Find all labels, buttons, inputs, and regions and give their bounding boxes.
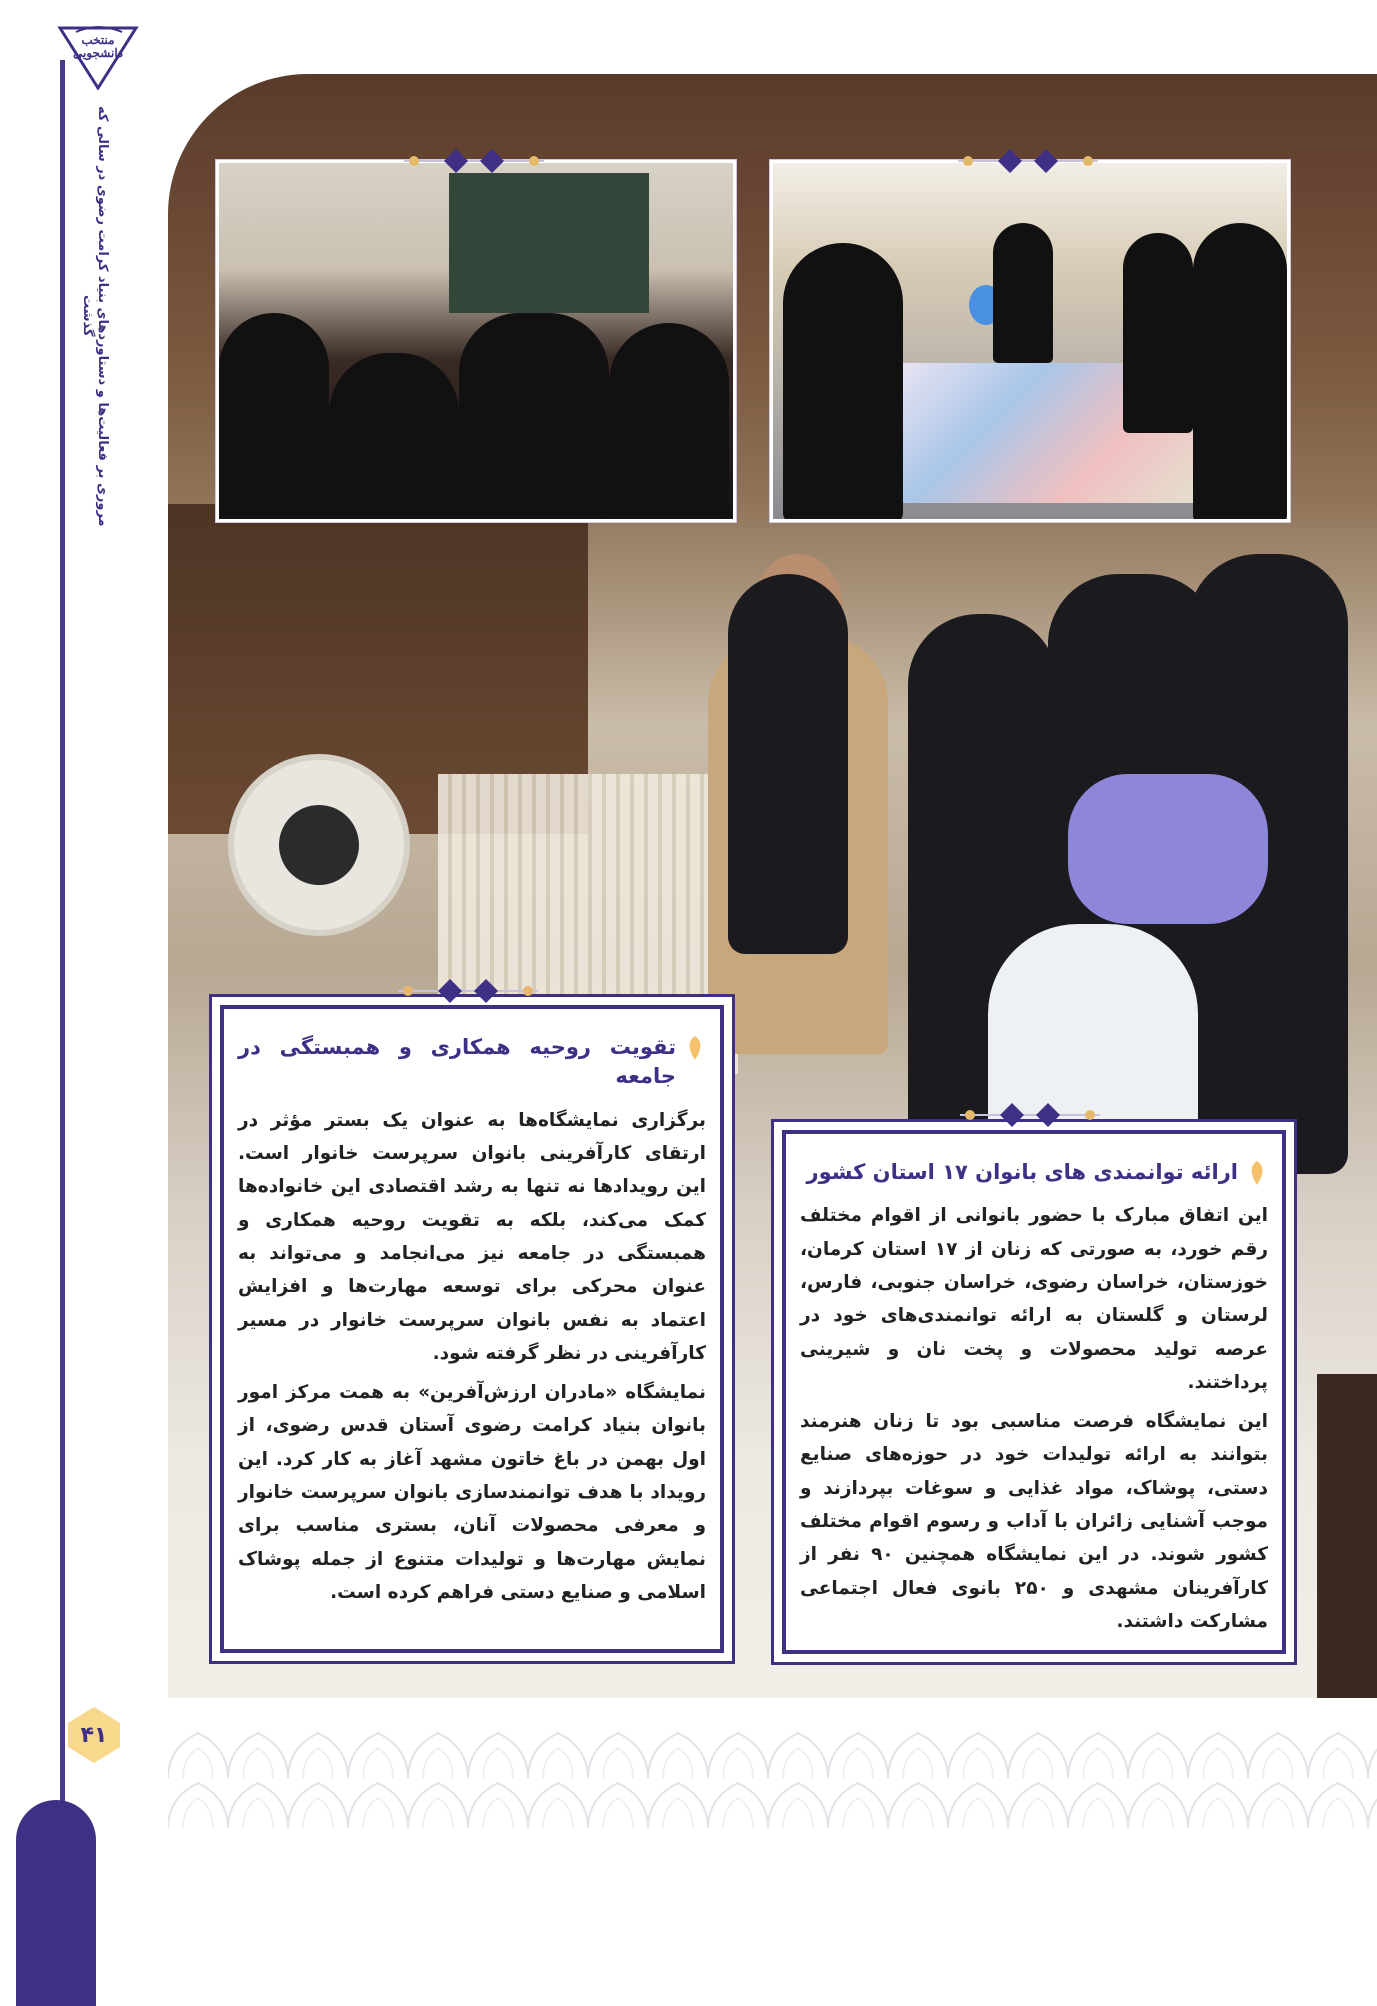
article-title [238, 1033, 706, 1092]
visitor-figure [1193, 223, 1287, 522]
article-paragraph: این نمایشگاه فرصت مناسبی بود تا زنان هنرمند بتوانند به ارائه تولیدات خود در حوزه‌های صنایع دستی، پوشاک، مواد غذایی و سوغات بپردازند و موجب آشنایی زائران با آداب و رسوم اقوام مختلف کشور شوند. در این نمایشگاه همچنین ۹۰ نفر از کارآفرینان مشهدی و ۲۵۰ بانوی فعال اجتماعی مشارکت داشتند. [800, 1411, 1268, 1632]
article-body [238, 1104, 706, 1609]
visitor-figure [219, 313, 329, 522]
visitor-figure [609, 323, 729, 522]
title-bullet-icon [684, 1035, 706, 1061]
cabinet [1317, 1374, 1377, 1698]
article-paragraph: برگزاری نمایشگاه‌ها به عنوان یک بستر مؤثر در ارتقای کارآفرینی بانوان سرپرست خانوار است. این رویدادها نه تنها به رشد اقتصادی این خانواده‌ها کمک می‌کند، بلکه به تقویت روحیه همکاری و همبستگی در جامعه نیز می‌انجامد و می‌تواند به عنوان محرکی برای توسعه مهارت‌ها و افزایش اعتماد به نفس بانوان سرپرست خانوار در مسیر کارآفرینی در نظر گرفته شود. [238, 1109, 706, 1364]
article-box-provinces [782, 1130, 1286, 1654]
article-title [800, 1158, 1268, 1187]
visitor-figure [728, 574, 848, 954]
logo-text: منتخب دانشجویی [72, 33, 123, 61]
article-body [800, 1199, 1268, 1638]
wall-screen [449, 173, 649, 313]
article-title-text: تقویت روحیه همکاری و همبستگی در جامعه [238, 1035, 676, 1089]
baby-figure [1068, 774, 1268, 924]
title-bullet-icon [1246, 1160, 1268, 1186]
ornament-divider [398, 976, 538, 1006]
macrame-hoop [228, 754, 410, 936]
decorative-pattern-band [168, 1728, 1377, 1828]
ornament-divider [404, 146, 544, 176]
visitor-figure [993, 223, 1053, 363]
sidebar-band [16, 1800, 96, 2006]
ornament-divider [960, 1100, 1100, 1130]
page-number: ۴۱ [80, 1722, 108, 1748]
visitor-figure [329, 353, 459, 522]
vertical-caption: مروری بر فعالیت‌ها و دستاوردهای بنیاد کرامت رضوی در سالی که گذشت [80, 105, 110, 527]
ornament-divider [958, 146, 1098, 176]
page-number-badge [64, 1705, 124, 1765]
article-paragraph: این اتفاق مبارک با حضور بانوانی از اقوام مختلف رقم خورد، به صورتی که زنان از ۱۷ استان کرمان، خوزستان، خراسان رضوی، خراسان جنوبی، فارس، لرستان و گلستان به ارائه توانمندی‌های خود در عرصه تولید محصولات و پخت نان و شیرینی پرداختند. [800, 1205, 1268, 1393]
magazine-logo [52, 18, 144, 90]
sidebar-line [60, 60, 65, 1820]
visitor-figure [459, 313, 609, 522]
inset-photo-clothing-stall [216, 160, 736, 522]
visitor-figure [783, 243, 903, 522]
visitor-figure [1123, 233, 1193, 433]
article-box-cooperation [220, 1005, 724, 1653]
inset-photo-handicrafts-table [770, 160, 1290, 522]
article-title-text: ارائه توانمندی های بانوان ۱۷ استان کشور [806, 1160, 1238, 1184]
article-paragraph: نمایشگاه «مادران ارزش‌آفرین» به همت مرکز امور بانوان بنیاد کرامت رضوی آستان قدس رضوی، از اول بهمن در باغ خاتون مشهد آغاز به کار کرد. این رویداد با هدف توانمندسازی بانوان سرپرست خانوار و معرفی محصولات آنان، بستری مناسب برای نمایش مهارت‌ها و تولیدات متنوع از جمله پوشاک اسلامی و صنایع دستی فراهم کرده است. [238, 1382, 706, 1603]
